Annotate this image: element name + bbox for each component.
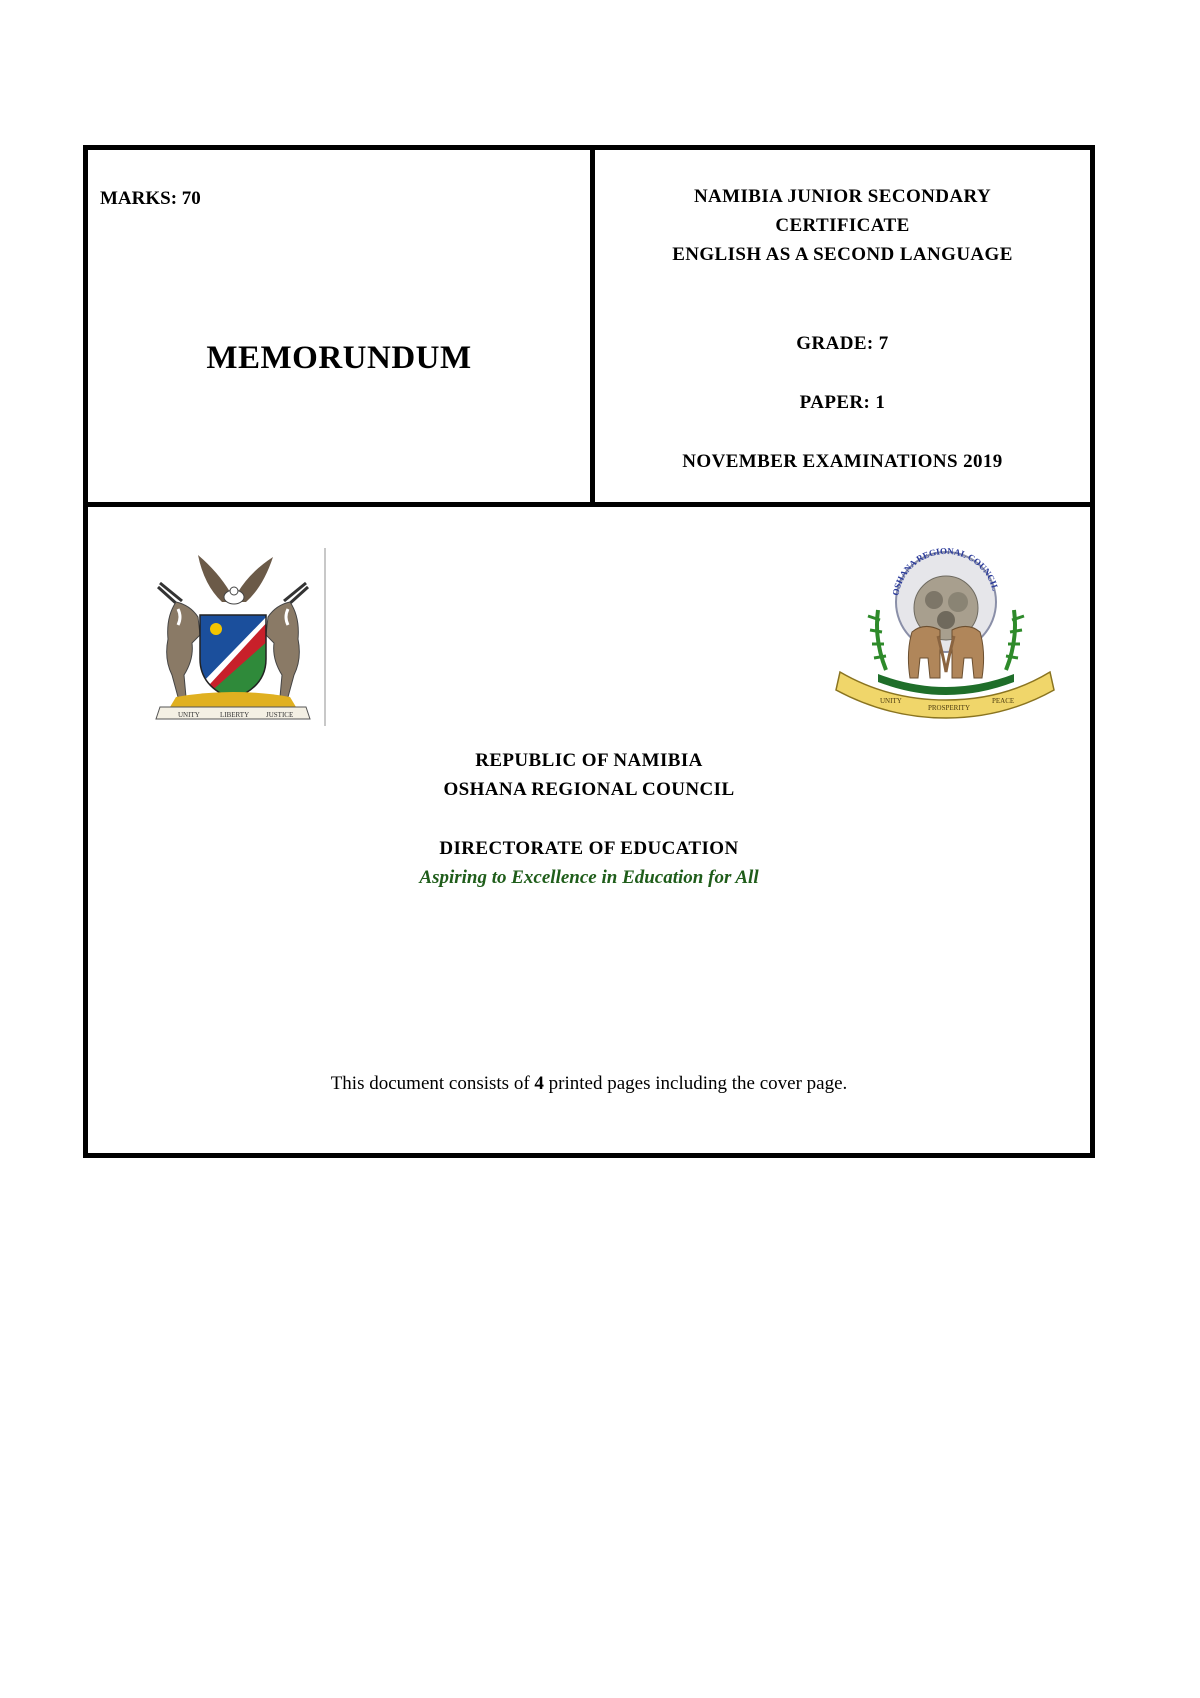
- logo-separator: [324, 548, 326, 726]
- ribbon-word-3: PEACE: [992, 697, 1015, 705]
- coat-of-arms-logo: [138, 547, 328, 727]
- ribbon-word-1: UNITY: [880, 697, 902, 705]
- ribbon-word-2: PROSPERITY: [928, 704, 971, 712]
- subject-line: ENGLISH AS A SECOND LANGUAGE: [672, 244, 1013, 265]
- horizontal-divider: [88, 502, 1090, 507]
- scroll-word-3: JUSTICE: [266, 711, 294, 719]
- document-type-title: MEMORUNDUM: [206, 340, 472, 376]
- page-count-note: [88, 1073, 1090, 1095]
- session-line: NOVEMBER EXAMINATIONS 2019: [682, 451, 1003, 472]
- grade-line: GRADE: 7: [796, 333, 889, 354]
- note-prefix: This document consists of: [330, 1073, 535, 1094]
- scroll-word-2: LIBERTY: [220, 711, 250, 719]
- directorate-line: DIRECTORATE OF EDUCATION: [439, 838, 739, 859]
- marks-label: MARKS: 70: [100, 188, 201, 209]
- council-line: OSHANA REGIONAL COUNCIL: [443, 779, 735, 800]
- exam-details-cell: [595, 150, 1090, 502]
- page-count: 4: [534, 1073, 544, 1094]
- scroll-word-1: UNITY: [178, 711, 200, 719]
- regional-council-emblem: [828, 540, 1060, 722]
- emblem-arc-text: OSHANA REGIONAL COUNCIL: [890, 545, 1001, 597]
- motto-line: Aspiring to Excellence in Education for All: [419, 867, 759, 888]
- paper-line: PAPER: 1: [799, 392, 886, 413]
- republic-line: REPUBLIC OF NAMIBIA: [475, 750, 703, 771]
- certificate-line-1: NAMIBIA JUNIOR SECONDARY: [693, 186, 992, 207]
- certificate-line-2: CERTIFICATE: [775, 215, 910, 236]
- cover-frame: [83, 145, 1095, 1158]
- note-suffix: printed pages including the cover page.: [543, 1073, 848, 1094]
